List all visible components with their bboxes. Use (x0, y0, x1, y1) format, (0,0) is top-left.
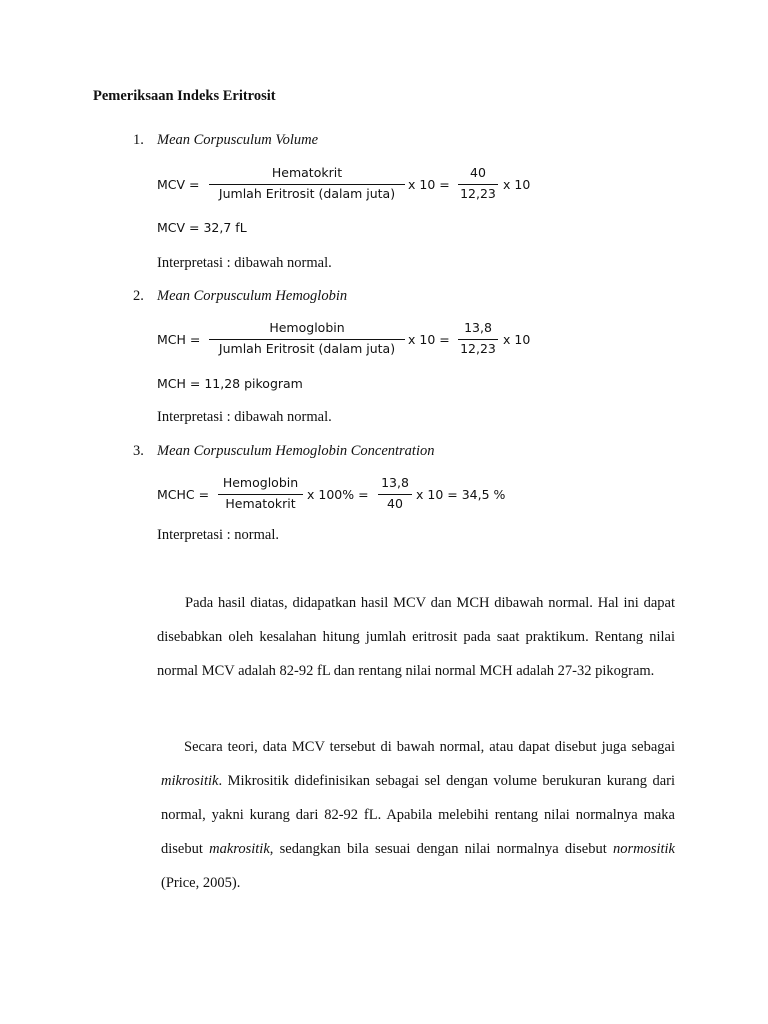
formula-operator: x 10 (503, 177, 531, 192)
fraction-numerator: 13,8 (381, 475, 409, 490)
fraction (209, 320, 405, 360)
section-heading: Mean Corpusculum Volume (157, 132, 319, 148)
fraction (458, 165, 498, 205)
interpretation: Interpretasi : dibawah normal. (157, 255, 332, 271)
paragraph-text: Secara teori, data MCV tersebut di bawah normal, atau dapat disebut juga sebagai (184, 739, 675, 755)
formula-result: MCV = 32,7 fL (157, 220, 247, 235)
paragraph-text: Pada hasil diatas, didapatkan hasil MCV dan MCH dibawah normal. Hal ini dapat disebabkan oleh kesalahan hitung jumlah eritrosit pada saat praktikum. Rentang nilai normal MCV adalah 82-92 fL dan rentang nilai normal MCH adalah 27-32 pikogram. (157, 595, 675, 679)
section-heading: Mean Corpusculum Hemoglobin Concentration (157, 443, 435, 459)
fraction-denominator: Jumlah Eritrosit (dalam juta) (218, 341, 396, 356)
paragraph-text: (Price, 2005). (161, 875, 241, 891)
fraction (378, 475, 412, 515)
interpretation: Interpretasi : normal. (157, 527, 279, 543)
fraction-bar (378, 494, 412, 495)
fraction-numerator: Hemoglobin (222, 475, 299, 490)
fraction (458, 320, 498, 360)
term-makrositik: makrositik (209, 841, 270, 857)
discussion-paragraph (157, 586, 675, 688)
list-number: 3. (133, 443, 144, 459)
formula-lhs: MCH = (157, 332, 201, 347)
fraction-bar (458, 339, 498, 340)
fraction-numerator: 13,8 (464, 320, 492, 335)
list-number: 1. (133, 132, 144, 148)
term-normositik: normositik (612, 841, 675, 857)
formula-operator: x 10 (503, 332, 531, 347)
formula-operator: x 10 = (408, 332, 450, 347)
interpretation: Interpretasi : dibawah normal. (157, 409, 332, 425)
paragraph-text: . Mikrositik didefinisikan sebagai sel dengan volume berukuran kurang dari normal, yakni kurang dari 82-92 fL. Apabila melebihi rentang nilai normalnya maka disebut (161, 773, 675, 857)
fraction (218, 475, 303, 515)
fraction-numerator: Hematokrit (271, 165, 343, 180)
formula-operator: x 10 = 34,5 % (416, 487, 506, 502)
fraction-bar (458, 184, 498, 185)
fraction-denominator: 12,23 (460, 186, 496, 201)
formula-lhs: MCHC = (157, 487, 210, 502)
fraction-bar (218, 494, 303, 495)
fraction-denominator: Jumlah Eritrosit (dalam juta) (218, 186, 396, 201)
term-mikrositik: mikrositik (161, 773, 219, 789)
formula-operator: x 10 = (408, 177, 450, 192)
formula-result: MCH = 11,28 pikogram (157, 376, 303, 391)
paragraph-text: , sedangkan bila sesuai dengan nilai normalnya disebut (269, 841, 613, 857)
formula-operator: x 100% = (307, 487, 369, 502)
fraction-numerator: 40 (470, 165, 486, 180)
fraction-denominator: 12,23 (460, 341, 496, 356)
theory-paragraph (161, 730, 675, 900)
list-number: 2. (133, 288, 144, 304)
section-heading: Mean Corpusculum Hemoglobin (157, 288, 348, 304)
fraction-bar (209, 184, 405, 185)
fraction-denominator: Hematokrit (225, 496, 296, 511)
fraction-numerator: Hemoglobin (269, 320, 345, 335)
fraction (209, 165, 405, 205)
fraction-bar (209, 339, 405, 340)
fraction-denominator: 40 (387, 496, 403, 511)
page-title: Pemeriksaan Indeks Eritrosit (93, 88, 276, 104)
formula-lhs: MCV = (157, 177, 200, 192)
